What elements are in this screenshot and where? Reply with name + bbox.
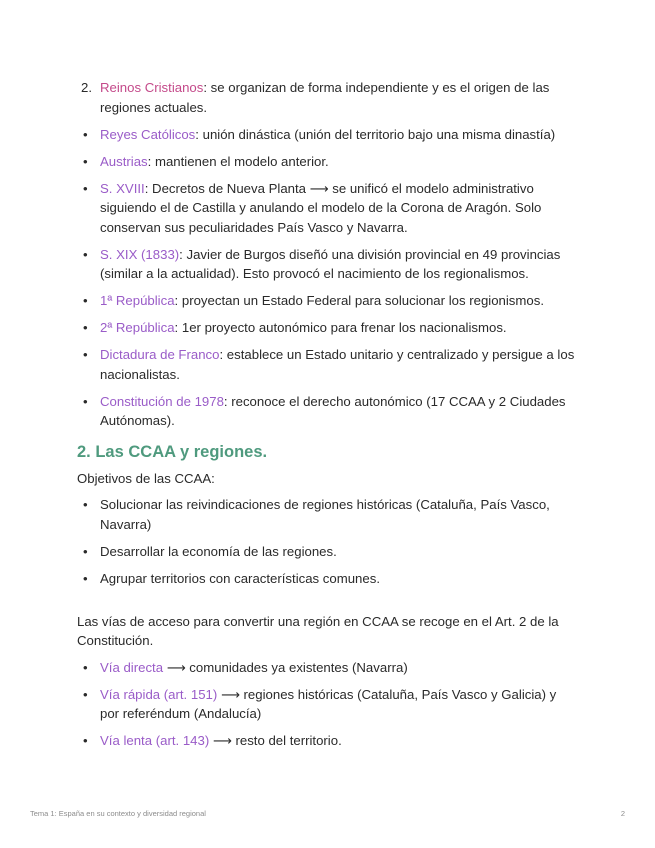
item-text: Agrupar territorios con características comunes. xyxy=(100,570,380,586)
item-text: ⟶ regiones históricas (Cataluña, País Vasco y Galicia) y por referéndum (Andalucía) xyxy=(100,686,557,721)
item-text: Desarrollar la economía de las regiones. xyxy=(100,543,337,559)
list-item xyxy=(77,318,577,338)
item-text: : mantienen el modelo anterior. xyxy=(147,153,329,169)
bullet-icon: • xyxy=(83,686,88,702)
page-content xyxy=(77,78,577,758)
list-item xyxy=(77,731,577,751)
list-item xyxy=(77,658,577,678)
bullet-icon: • xyxy=(83,659,88,675)
list-item xyxy=(77,245,577,284)
item-text: : proyectan un Estado Federal para solucionar los regionismos. xyxy=(174,293,544,308)
term-link[interactable]: Vía lenta (art. 143) xyxy=(100,733,210,748)
bullet-icon: • xyxy=(83,543,88,559)
list-number: 2. xyxy=(81,80,92,95)
list-item xyxy=(77,685,577,724)
term-link[interactable]: 2ª República xyxy=(100,320,175,335)
bullet-icon: • xyxy=(83,570,88,586)
list-item xyxy=(77,569,577,589)
list-item xyxy=(77,345,577,384)
term-link[interactable]: Dictadura de Franco xyxy=(100,347,220,362)
term-link[interactable]: Reinos Cristianos xyxy=(100,80,204,95)
bullet-icon: • xyxy=(83,347,88,362)
spacer xyxy=(77,596,577,612)
list-item xyxy=(77,392,577,431)
item-text: ⟶ comunidades ya existentes (Navarra) xyxy=(163,659,408,675)
list-item xyxy=(77,179,577,238)
vias-list xyxy=(77,658,577,751)
term-link[interactable]: S. XVIII xyxy=(100,180,145,196)
history-list xyxy=(77,78,577,431)
term-link[interactable]: Austrias xyxy=(100,153,148,169)
term-link[interactable]: Vía directa xyxy=(100,659,164,675)
bullet-icon: • xyxy=(83,497,88,512)
term-link[interactable]: Reyes Católicos xyxy=(100,126,196,142)
term-link[interactable]: 1ª República xyxy=(100,293,175,308)
list-item xyxy=(77,152,577,172)
objectives-intro: Objetivos de las CCAA: xyxy=(77,470,215,486)
term-link[interactable]: Constitución de 1978 xyxy=(100,393,224,409)
item-text: : 1er proyecto autonómico para frenar los nacionalismos. xyxy=(174,320,507,335)
bullet-icon: • xyxy=(83,246,88,262)
bullet-icon: • xyxy=(83,393,88,409)
item-text: : establece un Estado unitario y centralizado y persigue a los nacionalistas. xyxy=(100,347,575,382)
access-paragraph: Las vías de acceso para convertir una región en CCAA se recoge en el Art. 2 de la Constitución. xyxy=(77,613,559,648)
list-item xyxy=(77,291,577,311)
list-item xyxy=(77,125,577,145)
item-text: Solucionar las reivindicaciones de regiones históricas (Cataluña, País Vasco, Navarra) xyxy=(100,497,550,532)
term-link[interactable]: S. XIX (1833) xyxy=(100,246,180,262)
page-number: 2 xyxy=(620,809,625,818)
list-item xyxy=(77,495,577,534)
bullet-icon: • xyxy=(83,153,88,169)
item-text: : reconoce el derecho autonómico (17 CCAA y 2 Ciudades Autónomas). xyxy=(100,393,566,428)
item-text: : unión dinástica (unión del territorio bajo una misma dinastía) xyxy=(195,126,556,142)
bullet-icon: • xyxy=(83,733,88,748)
bullet-icon: • xyxy=(83,293,88,308)
item-text: ⟶ resto del territorio. xyxy=(209,733,342,748)
section-heading: 2. Las CCAA y regiones. xyxy=(77,442,268,461)
item-text: : Decretos de Nueva Planta ⟶ se unificó el modelo administrativo siguiendo el de Castilla y anulando el modelo de la Corona de Aragón. Solo conservan sus peculiaridades País Vasco y Navarra. xyxy=(100,180,542,235)
bullet-icon: • xyxy=(83,126,88,142)
list-item xyxy=(77,542,577,562)
item-text: : Javier de Burgos diseñó una división provincial en 49 provincias (similar a la actualidad). Esto provocó el nacimiento de los regionalismos. xyxy=(100,246,561,281)
term-link[interactable]: Vía rápida (art. 151) xyxy=(100,686,218,702)
list-item xyxy=(77,78,577,117)
bullet-icon: • xyxy=(83,180,88,196)
item-text: : se organizan de forma independiente y es el origen de las regiones actuales. xyxy=(100,80,550,115)
objectives-list xyxy=(77,495,577,588)
bullet-icon: • xyxy=(83,320,88,335)
footer-title: Tema 1: España en su contexto y diversidad regional xyxy=(30,809,206,818)
